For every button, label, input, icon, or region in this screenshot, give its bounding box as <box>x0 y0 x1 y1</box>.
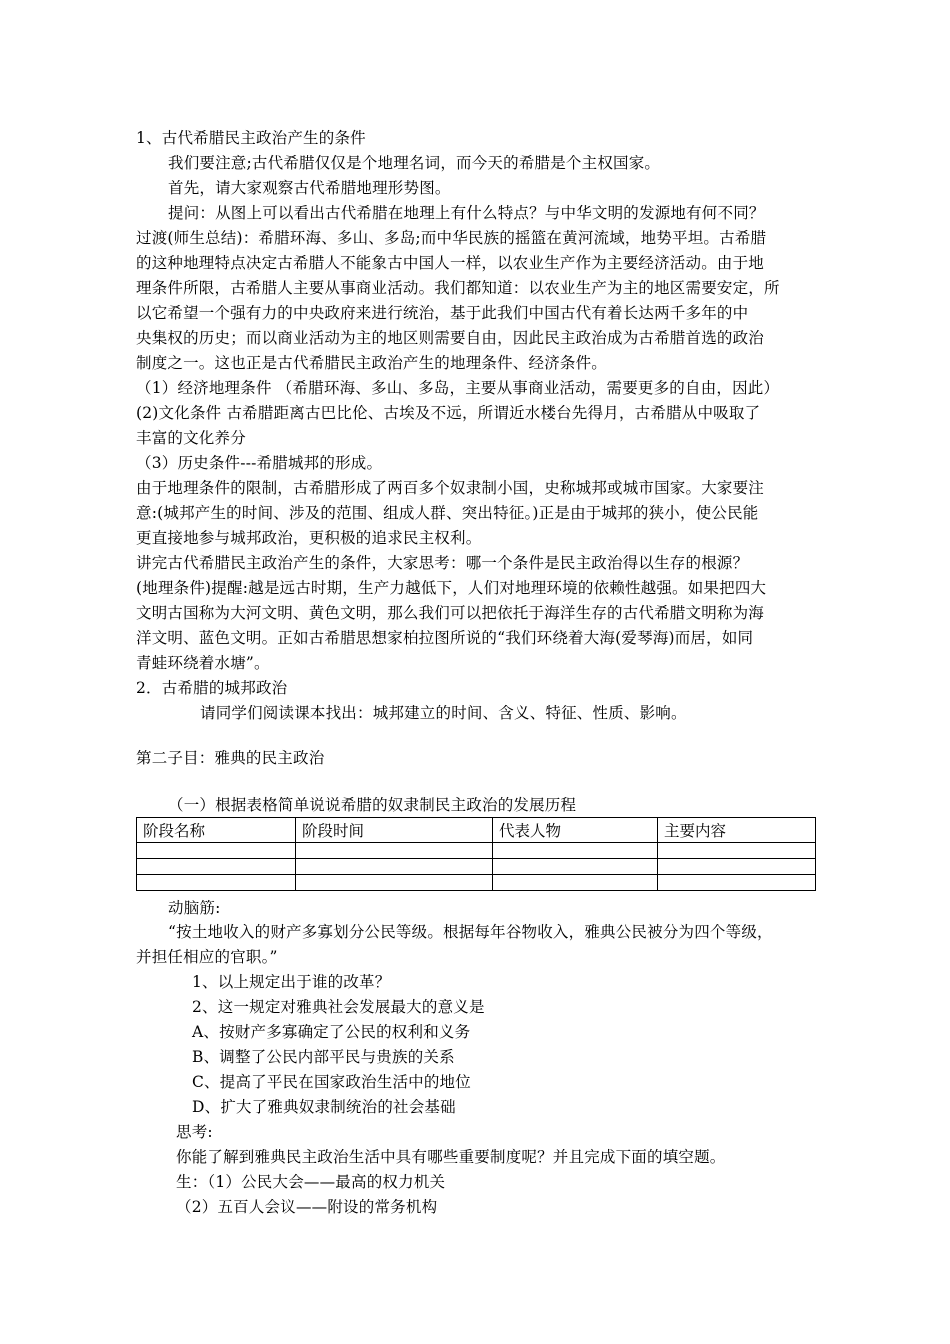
option-a: A、按财产多寡确定了公民的权利和义务 <box>192 1023 471 1041</box>
question-line: 2、这一规定对雅典社会发展最大的意义是 <box>192 998 485 1016</box>
paragraph-line: 丰富的文化养分 <box>136 429 246 447</box>
table-cell <box>296 859 493 875</box>
paragraph-line: 我们要注意;古代希腊仅仅是个地理名词，而今天的希腊是个主权国家。 <box>168 154 661 172</box>
paragraph-line: 你能了解到雅典民主政治生活中具有哪些重要制度呢？并且完成下面的填空题。 <box>176 1148 726 1166</box>
table-row <box>137 843 816 859</box>
paragraph-line: 青蛙环绕着水塘”。 <box>136 654 270 672</box>
column-header: 代表人物 <box>493 818 658 843</box>
heading-conditions: 1、古代希腊民主政治产生的条件 <box>136 129 366 147</box>
paragraph-line: 央集权的历史；而以商业活动为主的地区则需要自由，因此民主政治成为古希腊首选的政治 <box>136 329 765 347</box>
quote-line: “按土地收入的财产多寡划分公民等级。根据每年谷物收入，雅典公民被分为四个等级， <box>168 923 773 941</box>
table-cell <box>493 859 658 875</box>
quote-line: 并担任相应的官职。” <box>136 948 278 966</box>
paragraph-line: （1）经济地理条件 （希腊环海、多山、多岛，主要从事商业活动，需要更多的自由，因此） <box>136 379 780 397</box>
table-cell <box>493 875 658 891</box>
table-row <box>137 875 816 891</box>
heading-brainstorm: 动脑筋: <box>168 899 221 917</box>
heading-think: 思考: <box>176 1123 213 1141</box>
paragraph-line: 洋文明、蓝色文明。正如古希腊思想家柏拉图所说的“我们环绕着大海(爱琴海)而居，如同 <box>136 629 754 647</box>
table-cell <box>658 843 816 859</box>
paragraph-line: 讲完古代希腊民主政治产生的条件，大家思考：哪一个条件是民主政治得以生存的根源？ <box>136 554 749 572</box>
table-row <box>137 859 816 875</box>
option-c: C、提高了平民在国家政治生活中的地位 <box>192 1073 471 1091</box>
paragraph-line: 提问：从图上可以看出古代希腊在地理上有什么特点？与中华文明的发源地有何不同？ <box>168 204 765 222</box>
paragraph-line: （3）历史条件---希腊城邦的形成。 <box>136 454 383 472</box>
table-header-row <box>137 818 816 843</box>
table-cell <box>137 875 296 891</box>
option-d: D、扩大了雅典奴隶制统治的社会基础 <box>192 1098 456 1116</box>
paragraph-line: 意:(城邦产生的时间、涉及的范围、组成人群、突出特征。)正是由于城邦的狭小，使公民能 <box>136 504 759 522</box>
paragraph-line: 请同学们阅读课本找出：城邦建立的时间、含义、特征、性质、影响。 <box>200 704 687 722</box>
column-header: 阶段时间 <box>296 818 493 843</box>
option-b: B、调整了公民内部平民与贵族的关系 <box>192 1048 455 1066</box>
answer-line: 生：（1）公民大会——最高的权力机关 <box>176 1173 446 1191</box>
paragraph-line: 以它希望一个强有力的中央政府来进行统治，基于此我们中国古代有着长达两千多年的中 <box>136 304 749 322</box>
column-header: 阶段名称 <box>137 818 296 843</box>
table-cell <box>137 843 296 859</box>
paragraph-line: 制度之一。这也正是古代希腊民主政治产生的地理条件、经济条件。 <box>136 354 608 372</box>
table-cell <box>658 859 816 875</box>
stages-table <box>136 817 816 891</box>
heading-city-state: 2．古希腊的城邦政治 <box>136 679 288 697</box>
paragraph-line: 更直接地参与城邦政治，更积极的追求民主权利。 <box>136 529 482 547</box>
paragraph-line: 由于地理条件的限制，古希腊形成了两百多个奴隶制小国，史称城邦或城市国家。大家要注 <box>136 479 765 497</box>
paragraph-line: 文明古国称为大河文明、黄色文明，那么我们可以把依托于海洋生存的古代希腊文明称为海 <box>136 604 765 622</box>
table-cell <box>296 875 493 891</box>
table-caption: （一）根据表格简单说说希腊的奴隶制民主政治的发展历程 <box>168 796 577 814</box>
table-cell <box>493 843 658 859</box>
question-line: 1、以上规定出于谁的改革？ <box>192 973 391 991</box>
column-header: 主要内容 <box>658 818 816 843</box>
table-cell <box>137 859 296 875</box>
table-cell <box>658 875 816 891</box>
heading-athens: 第二子目：雅典的民主政治 <box>136 749 325 767</box>
paragraph-line: (2)文化条件 古希腊距离古巴比伦、古埃及不远，所谓近水楼台先得月，古希腊从中吸取了 <box>136 404 761 422</box>
answer-line: （2）五百人会议——附设的常务机构 <box>176 1198 438 1216</box>
paragraph-line: 首先，请大家观察古代希腊地理形势图。 <box>168 179 451 197</box>
paragraph-line: 过渡(师生总结)：希腊环海、多山、多岛;而中华民族的摇篮在黄河流域，地势平坦。古希腊 <box>136 229 767 247</box>
paragraph-line: 理条件所限，古希腊人主要从事商业活动。我们都知道：以农业生产为主的地区需要安定，所 <box>136 279 780 297</box>
table-cell <box>296 843 493 859</box>
paragraph-line: (地理条件)提醒:越是远古时期，生产力越低下，人们对地理环境的依赖性越强。如果把四大 <box>136 579 767 597</box>
paragraph-line: 的这种地理特点决定古希腊人不能象古中国人一样，以农业生产作为主要经济活动。由于地 <box>136 254 765 272</box>
